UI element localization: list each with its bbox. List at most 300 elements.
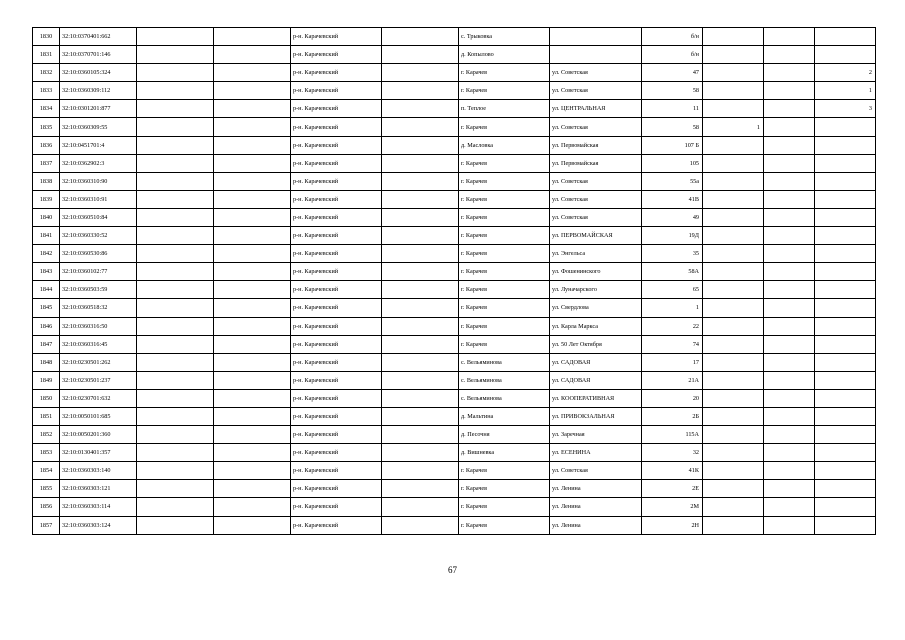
locality-cell: г. Карачев [459, 299, 550, 317]
table-row [33, 444, 876, 462]
row-number-cell: 1846 [33, 317, 60, 335]
count-cell [703, 480, 764, 498]
table-row [33, 462, 876, 480]
empty-cell [214, 426, 291, 444]
empty-cell [764, 100, 815, 118]
street-cell [550, 46, 642, 64]
count-cell [815, 281, 876, 299]
house-number-cell: б/н [642, 28, 703, 46]
house-number-cell: 105 [642, 154, 703, 172]
count-cell [815, 335, 876, 353]
empty-cell [382, 172, 459, 190]
house-number-cell: 58А [642, 263, 703, 281]
table-row [33, 100, 876, 118]
house-number-cell: 47 [642, 64, 703, 82]
empty-cell [214, 462, 291, 480]
street-cell: ул. САДОВАЯ [550, 353, 642, 371]
cadastral-number-cell: 32:10:0130401:357 [60, 444, 137, 462]
empty-cell [382, 317, 459, 335]
street-cell: ул. Советская [550, 64, 642, 82]
count-cell [703, 317, 764, 335]
cadastral-number-cell: 32:10:0230501:262 [60, 353, 137, 371]
empty-cell [764, 371, 815, 389]
cadastral-number-cell: 32:10:0360310:90 [60, 172, 137, 190]
empty-cell [214, 190, 291, 208]
empty-cell [764, 389, 815, 407]
row-number-cell: 1840 [33, 208, 60, 226]
count-cell [703, 208, 764, 226]
street-cell: ул. ЦЕНТРАЛЬНАЯ [550, 100, 642, 118]
empty-cell [214, 407, 291, 425]
count-cell [703, 498, 764, 516]
house-number-cell: 17 [642, 353, 703, 371]
empty-cell [382, 46, 459, 64]
locality-cell: г. Карачев [459, 516, 550, 534]
row-number-cell: 1847 [33, 335, 60, 353]
row-number-cell: 1854 [33, 462, 60, 480]
count-cell [815, 172, 876, 190]
row-number-cell: 1835 [33, 118, 60, 136]
empty-cell [764, 136, 815, 154]
empty-cell [137, 172, 214, 190]
empty-cell [137, 462, 214, 480]
table-row [33, 263, 876, 281]
empty-cell [382, 82, 459, 100]
house-number-cell: 55а [642, 172, 703, 190]
cadastral-number-cell: 32:10:0360530:86 [60, 245, 137, 263]
empty-cell [382, 498, 459, 516]
table-row [33, 371, 876, 389]
cadastral-number-cell: 32:10:0360303:114 [60, 498, 137, 516]
district-cell: р-н. Карачевский [291, 208, 382, 226]
house-number-cell: 22 [642, 317, 703, 335]
district-cell: р-н. Карачевский [291, 389, 382, 407]
empty-cell [382, 516, 459, 534]
house-number-cell: 58 [642, 82, 703, 100]
count-cell: 1 [815, 82, 876, 100]
count-cell [703, 227, 764, 245]
empty-cell [764, 353, 815, 371]
locality-cell: г. Карачев [459, 263, 550, 281]
empty-cell [137, 299, 214, 317]
cadastral-number-cell: 32:10:0362902:3 [60, 154, 137, 172]
district-cell: р-н. Карачевский [291, 118, 382, 136]
cadastral-number-cell: 32:10:0360503:59 [60, 281, 137, 299]
empty-cell [137, 46, 214, 64]
empty-cell [214, 263, 291, 281]
locality-cell: д. Вишневка [459, 444, 550, 462]
table-row [33, 335, 876, 353]
count-cell [815, 317, 876, 335]
count-cell [703, 46, 764, 64]
house-number-cell: 35 [642, 245, 703, 263]
district-cell: р-н. Карачевский [291, 245, 382, 263]
row-number-cell: 1842 [33, 245, 60, 263]
empty-cell [764, 227, 815, 245]
district-cell: р-н. Карачевский [291, 263, 382, 281]
empty-cell [382, 389, 459, 407]
table-row [33, 28, 876, 46]
count-cell [703, 371, 764, 389]
count-cell [815, 263, 876, 281]
street-cell: ул. Советская [550, 190, 642, 208]
row-number-cell: 1855 [33, 480, 60, 498]
street-cell: ул. Ленина [550, 498, 642, 516]
empty-cell [764, 118, 815, 136]
house-number-cell: 107 Б [642, 136, 703, 154]
district-cell: р-н. Карачевский [291, 426, 382, 444]
empty-cell [382, 299, 459, 317]
empty-cell [137, 444, 214, 462]
count-cell [815, 28, 876, 46]
cadastral-number-cell: 32:10:0360303:140 [60, 462, 137, 480]
row-number-cell: 1857 [33, 516, 60, 534]
street-cell: ул. Ленина [550, 516, 642, 534]
count-cell: 2 [815, 64, 876, 82]
count-cell [703, 64, 764, 82]
count-cell [703, 335, 764, 353]
district-cell: р-н. Карачевский [291, 516, 382, 534]
house-number-cell: б/н [642, 46, 703, 64]
empty-cell [214, 516, 291, 534]
house-number-cell: 74 [642, 335, 703, 353]
row-number-cell: 1836 [33, 136, 60, 154]
table-row [33, 480, 876, 498]
empty-cell [137, 227, 214, 245]
empty-cell [382, 444, 459, 462]
count-cell [703, 353, 764, 371]
street-cell: ул. Советская [550, 462, 642, 480]
cadastral-number-cell: 32:10:0360310:91 [60, 190, 137, 208]
empty-cell [764, 28, 815, 46]
street-cell: ул. Советская [550, 172, 642, 190]
empty-cell [764, 281, 815, 299]
row-number-cell: 1834 [33, 100, 60, 118]
count-cell: 1 [703, 118, 764, 136]
empty-cell [214, 389, 291, 407]
count-cell [703, 82, 764, 100]
locality-cell: с. Вельяминова [459, 371, 550, 389]
table-body [33, 28, 876, 535]
row-number-cell: 1837 [33, 154, 60, 172]
district-cell: р-н. Карачевский [291, 335, 382, 353]
cadastral-number-cell: 32:10:0360316:50 [60, 317, 137, 335]
row-number-cell: 1849 [33, 371, 60, 389]
table-row [33, 281, 876, 299]
empty-cell [764, 245, 815, 263]
street-cell [550, 28, 642, 46]
district-cell: р-н. Карачевский [291, 154, 382, 172]
house-number-cell: 2Е [642, 480, 703, 498]
cadastral-number-cell: 32:10:0370401:662 [60, 28, 137, 46]
empty-cell [137, 317, 214, 335]
empty-cell [764, 426, 815, 444]
row-number-cell: 1844 [33, 281, 60, 299]
empty-cell [137, 100, 214, 118]
table-row [33, 208, 876, 226]
row-number-cell: 1838 [33, 172, 60, 190]
empty-cell [382, 28, 459, 46]
empty-cell [382, 281, 459, 299]
count-cell [815, 46, 876, 64]
district-cell: р-н. Карачевский [291, 46, 382, 64]
empty-cell [764, 190, 815, 208]
count-cell [815, 407, 876, 425]
empty-cell [137, 516, 214, 534]
empty-cell [382, 462, 459, 480]
locality-cell: п. Теплое [459, 100, 550, 118]
locality-cell: д. Мальтина [459, 407, 550, 425]
count-cell [815, 444, 876, 462]
empty-cell [214, 245, 291, 263]
street-cell: ул. ПЕРВОМАЙСКАЯ [550, 227, 642, 245]
empty-cell [137, 498, 214, 516]
table-row [33, 172, 876, 190]
empty-cell [214, 227, 291, 245]
table-row [33, 317, 876, 335]
street-cell: ул. Первомайская [550, 154, 642, 172]
count-cell [703, 28, 764, 46]
row-number-cell: 1833 [33, 82, 60, 100]
count-cell [703, 100, 764, 118]
count-cell [703, 154, 764, 172]
house-number-cell: 21А [642, 371, 703, 389]
empty-cell [214, 172, 291, 190]
locality-cell: г. Карачев [459, 245, 550, 263]
count-cell [815, 480, 876, 498]
count-cell [815, 208, 876, 226]
table-row [33, 190, 876, 208]
empty-cell [137, 426, 214, 444]
street-cell: ул. Энгельса [550, 245, 642, 263]
table-row [33, 498, 876, 516]
street-cell: ул. Луначарского [550, 281, 642, 299]
empty-cell [214, 317, 291, 335]
cadastral-number-cell: 32:10:0360102:77 [60, 263, 137, 281]
district-cell: р-н. Карачевский [291, 353, 382, 371]
row-number-cell: 1839 [33, 190, 60, 208]
empty-cell [137, 389, 214, 407]
locality-cell: с. Вельяминова [459, 389, 550, 407]
page-number: 67 [448, 565, 457, 575]
house-number-cell: 49 [642, 208, 703, 226]
empty-cell [214, 118, 291, 136]
cadastral-number-cell: 32:10:0360303:124 [60, 516, 137, 534]
empty-cell [382, 245, 459, 263]
count-cell [815, 516, 876, 534]
district-cell: р-н. Карачевский [291, 28, 382, 46]
empty-cell [137, 353, 214, 371]
district-cell: р-н. Карачевский [291, 82, 382, 100]
table-row [33, 299, 876, 317]
count-cell [815, 426, 876, 444]
empty-cell [764, 263, 815, 281]
locality-cell: г. Карачев [459, 480, 550, 498]
count-cell [703, 407, 764, 425]
locality-cell: г. Карачев [459, 154, 550, 172]
district-cell: р-н. Карачевский [291, 371, 382, 389]
count-cell [703, 444, 764, 462]
table-row [33, 426, 876, 444]
locality-cell: д. Копылово [459, 46, 550, 64]
district-cell: р-н. Карачевский [291, 317, 382, 335]
empty-cell [137, 82, 214, 100]
empty-cell [382, 136, 459, 154]
empty-cell [137, 407, 214, 425]
locality-cell: д. Песочня [459, 426, 550, 444]
table-row [33, 118, 876, 136]
table-row [33, 245, 876, 263]
cadastral-number-cell: 32:10:0050101:685 [60, 407, 137, 425]
count-cell [815, 462, 876, 480]
empty-cell [764, 516, 815, 534]
row-number-cell: 1841 [33, 227, 60, 245]
empty-cell [764, 64, 815, 82]
empty-cell [382, 407, 459, 425]
count-cell [703, 245, 764, 263]
empty-cell [137, 281, 214, 299]
house-number-cell: 41К [642, 462, 703, 480]
street-cell: ул. 50 Лет Октября [550, 335, 642, 353]
street-cell: ул. Советская [550, 82, 642, 100]
count-cell [703, 136, 764, 154]
locality-cell: г. Карачев [459, 227, 550, 245]
count-cell [703, 462, 764, 480]
empty-cell [764, 498, 815, 516]
empty-cell [764, 444, 815, 462]
cadastral-number-cell: 32:10:0050201:360 [60, 426, 137, 444]
house-number-cell: 41В [642, 190, 703, 208]
cadastral-number-cell: 32:10:0230501:237 [60, 371, 137, 389]
empty-cell [382, 371, 459, 389]
house-number-cell: 2Н [642, 516, 703, 534]
street-cell: ул. Свердлова [550, 299, 642, 317]
row-number-cell: 1853 [33, 444, 60, 462]
count-cell: 3 [815, 100, 876, 118]
empty-cell [764, 208, 815, 226]
district-cell: р-н. Карачевский [291, 407, 382, 425]
street-cell: ул. САДОВАЯ [550, 371, 642, 389]
house-number-cell: 65 [642, 281, 703, 299]
empty-cell [214, 281, 291, 299]
count-cell [815, 498, 876, 516]
empty-cell [764, 407, 815, 425]
cadastral-number-cell: 32:10:0360105:324 [60, 64, 137, 82]
count-cell [815, 154, 876, 172]
count-cell [815, 190, 876, 208]
empty-cell [137, 480, 214, 498]
table-row [33, 136, 876, 154]
table-row [33, 516, 876, 534]
count-cell [703, 172, 764, 190]
street-cell: ул. Заречная [550, 426, 642, 444]
row-number-cell: 1850 [33, 389, 60, 407]
district-cell: р-н. Карачевский [291, 498, 382, 516]
district-cell: р-н. Карачевский [291, 136, 382, 154]
empty-cell [382, 208, 459, 226]
empty-cell [382, 154, 459, 172]
street-cell: ул. Ленина [550, 480, 642, 498]
cadastral-number-cell: 32:10:0301201:877 [60, 100, 137, 118]
count-cell [703, 281, 764, 299]
district-cell: р-н. Карачевский [291, 190, 382, 208]
property-table [32, 27, 876, 535]
locality-cell: г. Карачев [459, 190, 550, 208]
empty-cell [214, 208, 291, 226]
house-number-cell: 2Б [642, 407, 703, 425]
locality-cell: г. Карачев [459, 118, 550, 136]
empty-cell [764, 82, 815, 100]
locality-cell: г. Карачев [459, 498, 550, 516]
house-number-cell: 2М [642, 498, 703, 516]
table-row [33, 389, 876, 407]
locality-cell: с. Вельяминова [459, 353, 550, 371]
table-row [33, 407, 876, 425]
locality-cell: д. Масловка [459, 136, 550, 154]
empty-cell [214, 46, 291, 64]
empty-cell [382, 100, 459, 118]
count-cell [815, 136, 876, 154]
empty-cell [214, 480, 291, 498]
empty-cell [764, 317, 815, 335]
street-cell: ул. Карла Маркса [550, 317, 642, 335]
count-cell [815, 245, 876, 263]
street-cell: ул. Фошенинского [550, 263, 642, 281]
locality-cell: г. Карачев [459, 82, 550, 100]
house-number-cell: 19Д [642, 227, 703, 245]
row-number-cell: 1848 [33, 353, 60, 371]
empty-cell [382, 335, 459, 353]
count-cell [703, 263, 764, 281]
empty-cell [137, 208, 214, 226]
count-cell [703, 190, 764, 208]
cadastral-number-cell: 32:10:0360309:55 [60, 118, 137, 136]
table-row [33, 64, 876, 82]
cadastral-number-cell: 32:10:0360330:52 [60, 227, 137, 245]
locality-cell: г. Карачев [459, 462, 550, 480]
empty-cell [137, 28, 214, 46]
table-row [33, 46, 876, 64]
locality-cell: с. Трыковка [459, 28, 550, 46]
count-cell [815, 389, 876, 407]
street-cell: ул. Советская [550, 118, 642, 136]
house-number-cell: 20 [642, 389, 703, 407]
empty-cell [137, 335, 214, 353]
locality-cell: г. Карачев [459, 172, 550, 190]
empty-cell [764, 299, 815, 317]
cadastral-number-cell: 32:10:0360316:45 [60, 335, 137, 353]
street-cell: ул. Первомайская [550, 136, 642, 154]
street-cell: ул. Советская [550, 208, 642, 226]
count-cell [703, 299, 764, 317]
count-cell [815, 371, 876, 389]
cadastral-number-cell: 32:10:0230701:632 [60, 389, 137, 407]
street-cell: ул. ПРИВОКЗАЛЬНАЯ [550, 407, 642, 425]
district-cell: р-н. Карачевский [291, 281, 382, 299]
empty-cell [382, 480, 459, 498]
empty-cell [214, 353, 291, 371]
empty-cell [137, 263, 214, 281]
empty-cell [214, 100, 291, 118]
count-cell [815, 353, 876, 371]
row-number-cell: 1843 [33, 263, 60, 281]
table-row [33, 227, 876, 245]
house-number-cell: 11 [642, 100, 703, 118]
district-cell: р-н. Карачевский [291, 227, 382, 245]
empty-cell [382, 353, 459, 371]
row-number-cell: 1856 [33, 498, 60, 516]
empty-cell [214, 28, 291, 46]
